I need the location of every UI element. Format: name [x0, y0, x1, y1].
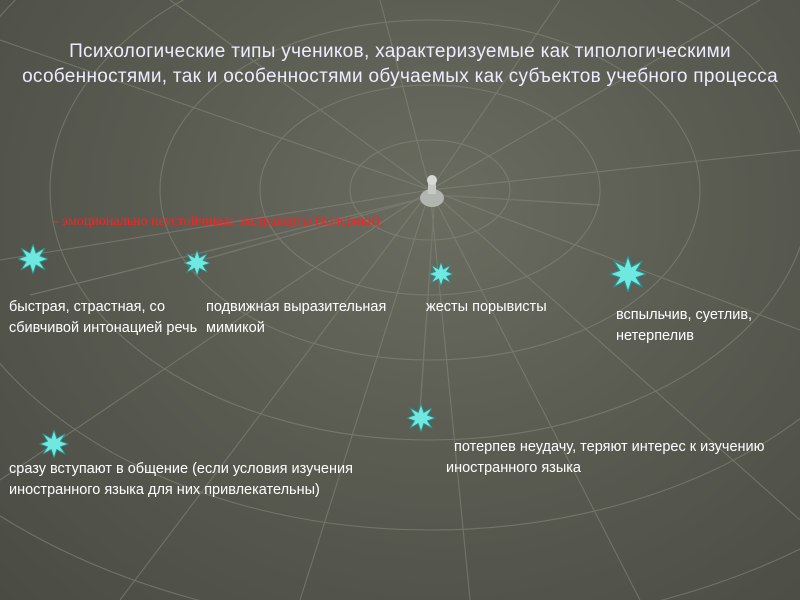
starburst-icon: [38, 430, 70, 458]
trait-facial-expression: подвижная выразительная мимикой: [206, 299, 387, 337]
trait-temperament: вспыльчив, суетлив, нетерпелив: [616, 307, 753, 345]
trait-failure-reaction: потерпев неудачу, теряют интерес к изучению иностранного языка: [446, 439, 765, 477]
starburst-icon: [18, 244, 48, 274]
trait-communication: сразу вступают в общение (если условия изучения иностранного языка для них привлекательны): [9, 461, 353, 499]
slide-title: Психологические типы учеников, характеризуемые как типологическими особенностями, так и особенностями обучаемых как субъектов учебного процесса: [22, 41, 778, 87]
trait-speech: быстрая, страстная, со сбивчивой интонацией речь: [9, 299, 198, 337]
starburst-icon: [610, 256, 646, 292]
starburst-icon: [405, 404, 437, 432]
slide-subtitle: - эмоционально неустойчивые экстраверты (холерики):: [54, 214, 384, 229]
starburst-icon: [184, 250, 210, 276]
trait-gestures: жесты порывисты: [426, 299, 547, 315]
starburst-icon: [426, 262, 456, 286]
